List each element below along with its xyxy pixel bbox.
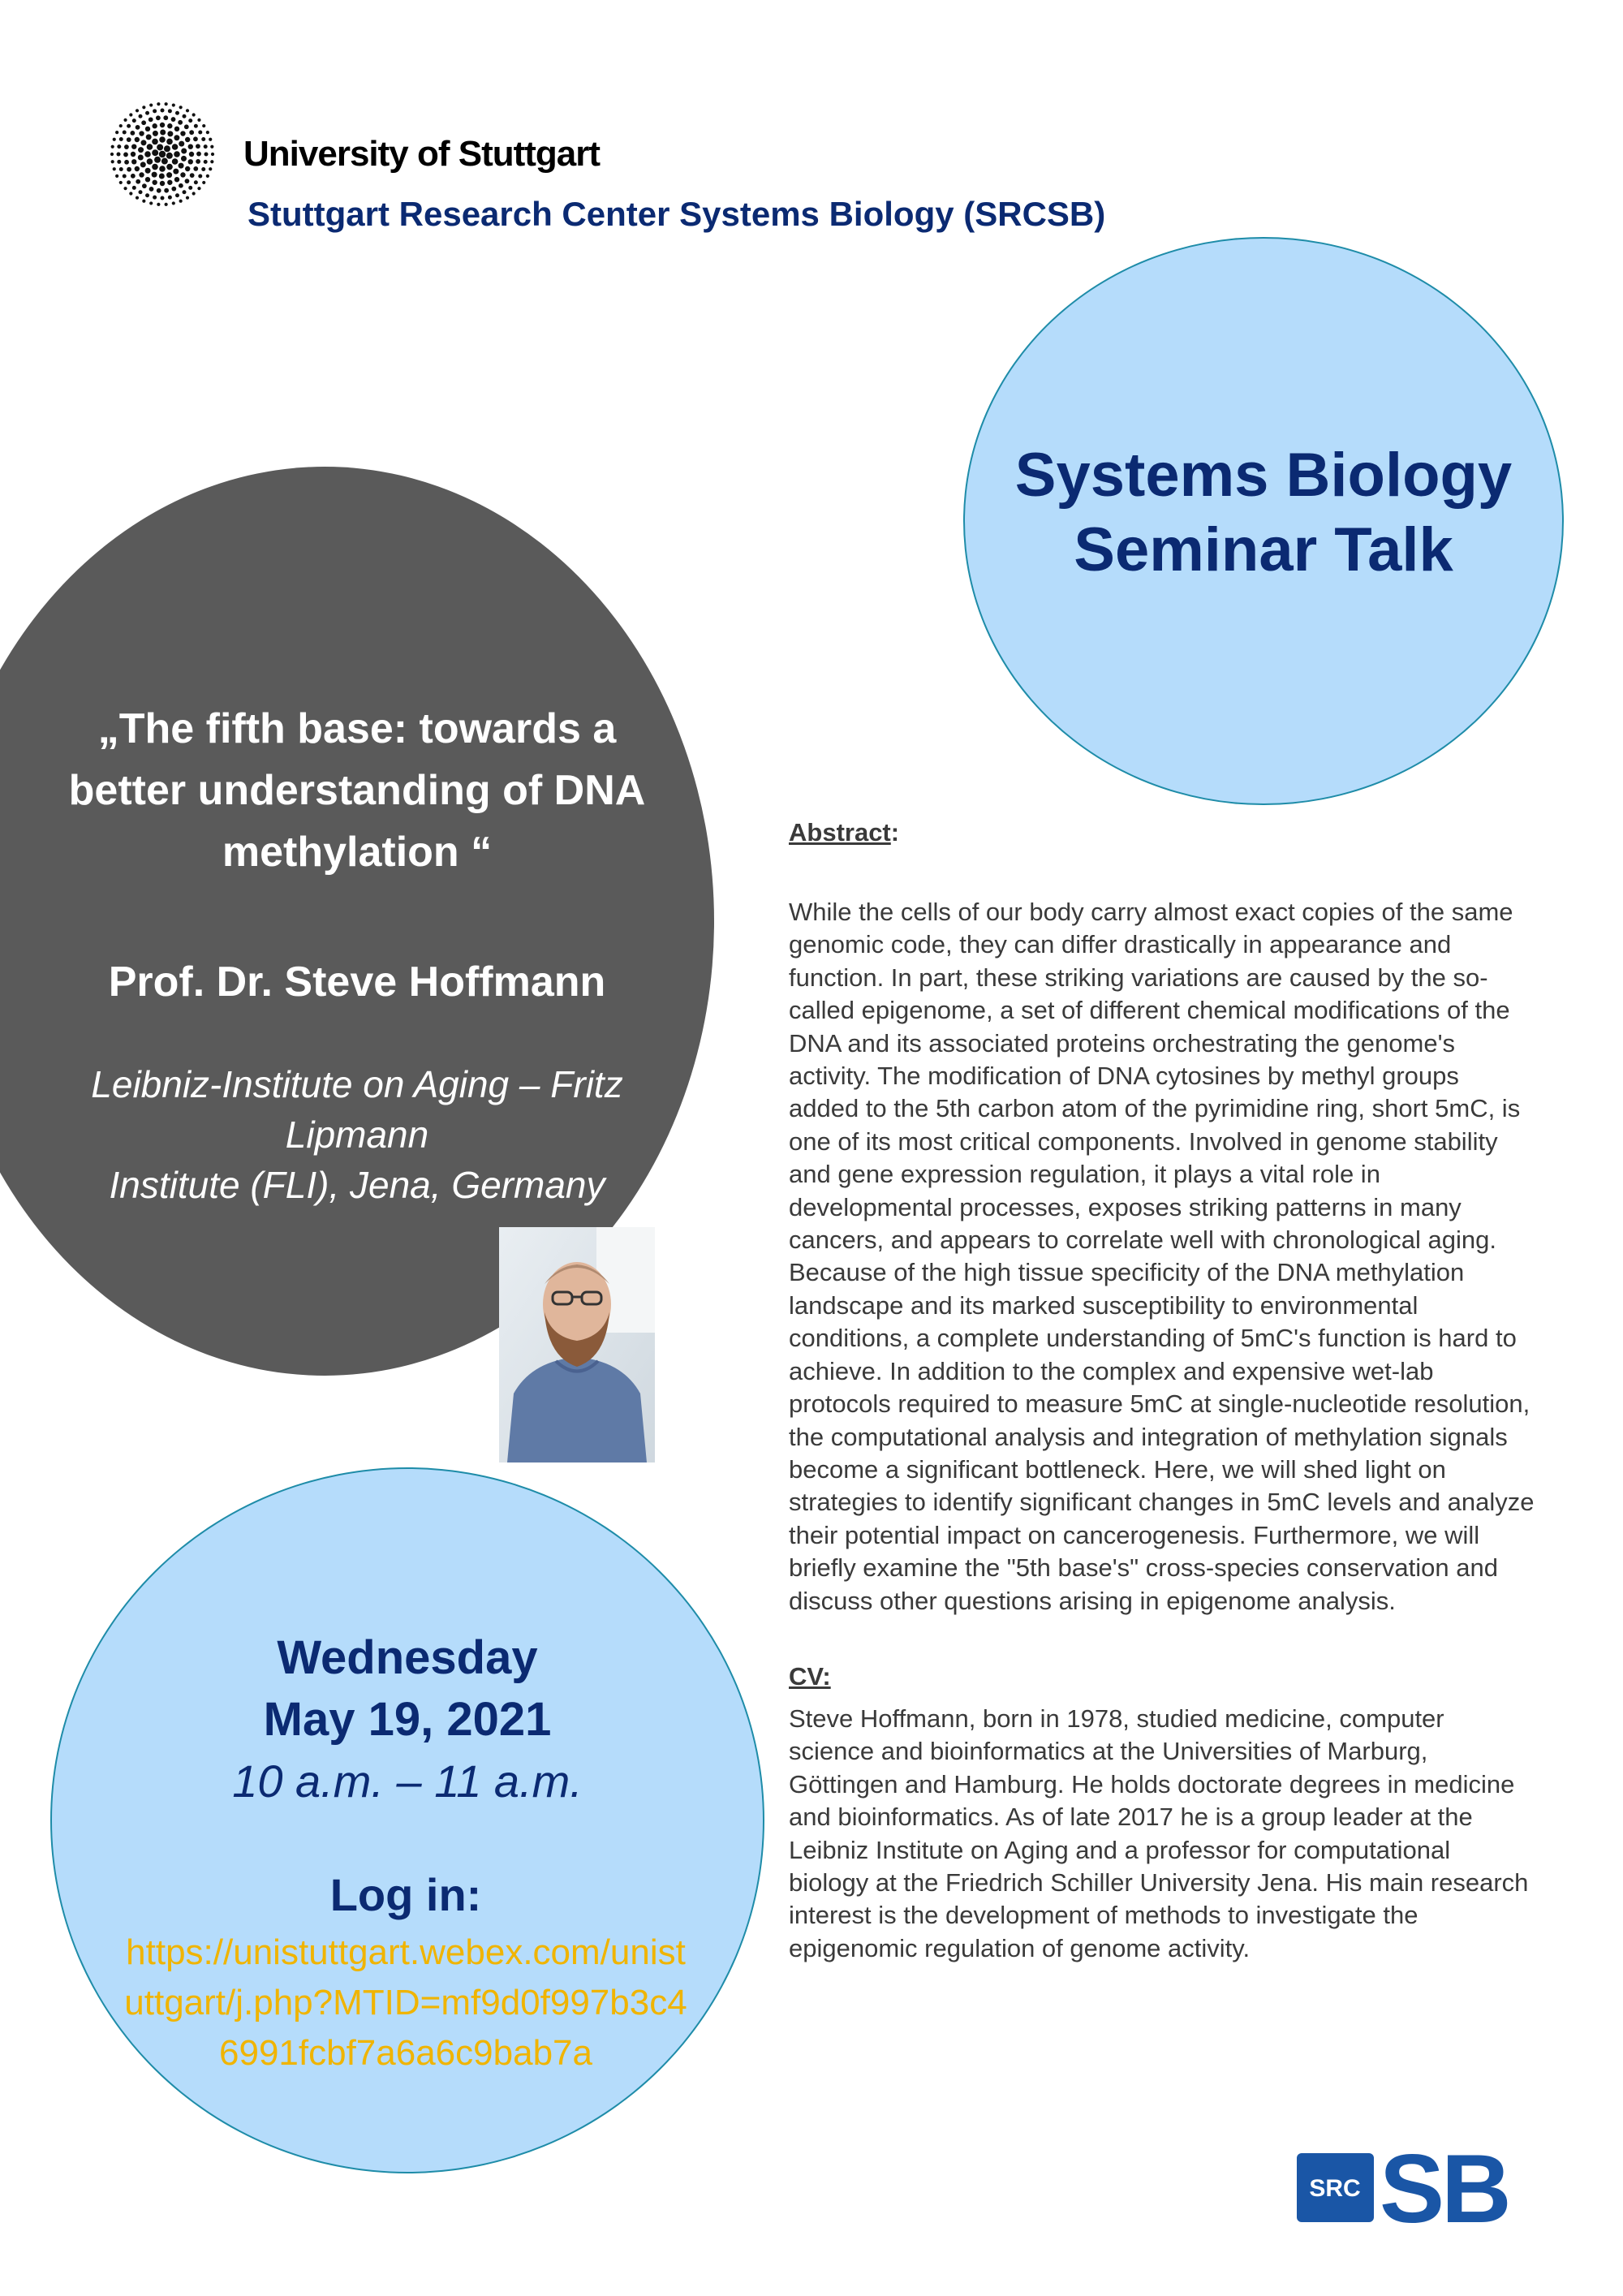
logo-dot [142,200,145,203]
logo-dot [149,117,153,122]
speaker-name: Prof. Dr. Steve Hoffmann [108,958,606,1006]
logo-dot [139,190,143,194]
logo-dot [194,180,198,184]
logo-dot [136,125,140,130]
logo-dot [146,134,152,140]
abstract-line: DNA and its associated proteins orchestrating the genome's [789,1028,1455,1058]
logo-dot [179,141,184,147]
logo-dot [185,166,190,171]
logo-dot [196,152,201,157]
logo-dot [157,102,160,106]
abstract-line: achieve. In addition to the complex and expensive wet-lab [789,1356,1434,1385]
logo-dot [149,187,154,192]
abstract-line: function. In part, these striking variations are caused by the so- [789,963,1488,992]
talk-title-line3: methylation “ [222,829,493,876]
logo-dot [132,186,136,190]
login-block [122,1863,690,2078]
cv-line: and bioinformatics. As of late 2017 he is a group leader at the [789,1803,1473,1832]
talk-title [0,698,714,883]
logo-dot [117,160,121,164]
logo-dot [175,111,179,115]
logo-dot [193,166,198,171]
logo-dot [123,153,128,157]
logo-dot [210,160,213,163]
logo-dot [171,117,176,122]
abstract-line: conditions, a complete understanding of 5mC's function is hard to [789,1324,1517,1353]
logo-dot [201,137,205,141]
affiliation-line2: Lipmann [285,1114,429,1156]
logo-dot [132,118,136,123]
logo-dot [135,166,140,171]
logo-dot [144,151,151,157]
logo-dot [166,164,173,170]
logo-dot [206,174,209,178]
logo-dot [145,127,150,131]
logo-dot [179,106,183,109]
logo-dot [168,196,172,200]
logo-dot [188,118,192,123]
abstract-line: Because of the high tissue specificity of the DNA methylation [789,1258,1465,1287]
logo-dot [131,159,136,164]
logo-dot [168,109,172,113]
logo-dot [174,177,179,182]
abstract-heading [789,818,899,847]
logo-dot [189,152,194,157]
logo-dot [157,188,161,193]
logo-dot [209,167,212,170]
logo-dot [188,159,193,164]
logo-dot [165,203,168,206]
logo-dot [186,109,189,112]
logo-dot [204,160,208,164]
logo-dot [140,162,146,167]
cv-line: Göttingen and Hamburg. He holds doctorate degrees in medicine [789,1769,1515,1798]
logo-dot [188,144,193,149]
logo-dot [192,113,196,116]
logo-dot [145,177,150,182]
logo-dot [183,190,187,194]
logo-dot [136,109,139,112]
logo-dot [183,114,187,118]
logo-dot [111,145,114,149]
logo-dot [156,115,161,120]
logo-dot [204,144,208,149]
seminar-title [963,438,1564,588]
logo-dot [166,153,173,159]
speaker-photo [499,1227,655,1462]
speaker-affiliation [32,1059,682,1210]
logo-dot [174,135,179,140]
logo-dot [166,172,172,178]
cv-line: Leibniz Institute on Aging and a professor for computational [789,1835,1451,1864]
logo-dot [160,123,165,127]
logo-dot [189,130,194,135]
logo-dot [184,124,189,129]
university-name: University of Stuttgart [243,134,601,174]
logo-dot [161,196,165,200]
abstract-line: their potential impact on cancerogenesis. Furthermore, we will [789,1520,1480,1549]
logo-dot [172,201,175,205]
logo-dot [139,131,144,136]
research-center-name: Stuttgart Research Center Systems Biology (SRCSB) [248,195,1106,233]
cv-text [789,1703,1600,1965]
logo-dot [123,187,127,190]
logo-dot [152,149,158,156]
logo-dot [147,158,153,165]
webex-login-link[interactable]: https://unistuttgart.webex.com/unistuttgart/j.php?MTID=mf9d0f997b3c46991fcbf7a6a6c9bab7a [124,1932,687,2073]
abstract-line: While the cells of our body carry almost exact copies of the same [789,898,1513,926]
logo-dot [152,139,158,145]
logo-dot [174,127,179,131]
logo-dot [185,137,190,142]
logo-dot [202,124,205,127]
logo-dot [174,151,180,157]
logo-dot [154,157,161,163]
logo-dot [145,111,149,115]
logo-dot [130,131,135,136]
logo-dot [164,145,170,152]
logo-dot [167,180,172,185]
talk-title-line1: „The fifth base: towards a [97,705,617,752]
abstract-line: developmental processes, exposes striking patterns in many [789,1192,1462,1221]
abstract-line: added to the 5th carbon atom of the pyrimidine ring, short 5mC, is [789,1094,1521,1123]
logo-dot [186,196,189,200]
logo-dot [124,144,129,149]
srcsb-logo-src: SRC [1309,2175,1361,2202]
logo-dot [135,137,140,142]
logo-dot [127,167,131,172]
logo-dot [193,136,198,141]
logo-dot [129,192,132,195]
logo-dot [131,174,136,179]
abstract-line: one of its most critical components. Involved in genome stability [789,1126,1498,1156]
logo-dot [119,137,123,141]
logo-dot [197,118,200,122]
logo-dot [192,192,196,195]
logo-dot [152,164,158,170]
seminar-title-line2: Seminar Talk [1074,515,1453,584]
event-time: 10 a.m. – 11 a.m. [232,1755,583,1807]
logo-dot [145,193,149,197]
logo-dot [123,131,127,135]
logo-dot [211,153,214,156]
logo-dot [167,123,172,128]
logo-dot [165,102,168,106]
abstract-line: and gene expression regulation, it plays a vital role in [789,1160,1380,1189]
event-weekday: Wednesday [277,1631,538,1684]
cv-heading-label: CV: [789,1662,831,1691]
logo-dot [180,131,185,136]
logo-dot [117,144,121,149]
logo-dot [198,131,202,135]
logo-dot [110,153,114,156]
abstract-line: protocols required to measure 5mC at single-nucleotide resolution, [789,1389,1530,1419]
logo-dot [196,144,200,149]
abstract-line: called epigenome, a set of different chemical modifications of the [789,996,1510,1025]
srcsb-logo [1297,2145,1544,2230]
logo-dot [129,113,132,116]
logo-dot [157,203,160,206]
logo-dot [210,145,213,149]
logo-dot [149,201,153,205]
logo-dot [190,173,195,178]
logo-dot [136,196,139,200]
logo-dot [167,131,173,136]
logo-dot [172,103,175,106]
logo-dot [123,118,127,122]
logo-dot [152,123,157,128]
logo-dot [142,106,145,109]
logo-dot [201,167,205,171]
logo-dot [194,124,198,128]
logo-dot [145,168,151,174]
logo-dot [175,193,179,197]
logo-dot [161,109,165,113]
logo-dot [142,183,147,188]
logo-dot [127,124,131,128]
srcsb-logo-sb: SB [1380,2145,1509,2230]
logo-dot [149,103,153,106]
logo-dot [119,181,123,184]
abstract-line: the computational analysis and integration of methylation signals [789,1422,1508,1451]
logo-dot [153,109,157,113]
event-date: May 19, 2021 [263,1693,552,1746]
abstract-line: activity. The modification of DNA cytosines by methyl groups [789,1062,1459,1091]
logo-dot [119,124,123,127]
abstract-line: discuss other questions arising in epigenome analysis. [789,1586,1396,1615]
logo-dot [197,187,200,190]
seminar-title-line1: Systems Biology [1014,441,1513,510]
logo-dot [209,138,212,141]
logo-dot [131,152,136,157]
logo-dot [164,188,169,193]
logo-dot [185,179,190,183]
affiliation-line1: Leibniz-Institute on Aging – Fritz [91,1063,623,1105]
logo-dot [160,130,166,136]
logo-dot [159,136,166,143]
logo-dot [179,183,183,188]
logo-dot [147,144,153,150]
logo-dot [131,144,136,149]
logo-dot [172,144,179,150]
talk-title-line2: better understanding of DNA [68,767,646,814]
date-block [50,1627,764,1812]
logo-dot [163,115,168,120]
logo-dot [152,172,157,178]
abstract-heading-colon: : [890,818,900,846]
logo-dot [188,186,192,190]
logo-dot [172,158,179,165]
logo-dot [119,167,123,171]
logo-dot [138,147,144,153]
logo-dot [115,174,118,178]
logo-dot [180,172,185,177]
logo-dot [115,131,118,134]
cv-line: science and bioinformatics at the Universities of Marburg, [789,1737,1428,1766]
logo-dot [196,159,200,164]
cv-line: interest is the development of methods to investigate the [789,1901,1419,1930]
cv-line: epigenomic regulation of genome activity. [789,1933,1251,1962]
logo-dot [153,131,158,136]
logo-dot [160,181,165,186]
abstract-line: strategies to identify significant changes in 5mC levels and analyze [789,1488,1535,1517]
logo-dot [152,180,157,185]
login-label: Log in: [329,1869,482,1920]
logo-dot [159,151,166,157]
logo-dot [202,181,205,184]
abstract-heading-label: Abstract [789,818,891,846]
cv-line: Steve Hoffmann, born in 1978, studied medicine, computer [789,1704,1444,1733]
cv-heading [789,1662,831,1691]
logo-dot [171,187,176,192]
abstract-line: briefly examine the "5th base's" cross-species conservation and [789,1553,1498,1583]
logo-dot [117,153,121,157]
logo-dot [123,174,127,179]
logo-dot [124,160,129,165]
logo-dot [127,137,131,142]
logo-dot [113,167,116,170]
abstract-line: cancers, and appears to correlate well with chronological aging. [789,1226,1496,1255]
logo-dot [111,160,114,163]
university-logo-dots [110,101,215,207]
logo-dot [139,114,143,118]
logo-dot [206,131,209,134]
logo-dot [178,120,183,125]
logo-dot [181,156,187,162]
abstract-line: become a significant bottleneck. Here, we will shed light on [789,1454,1446,1484]
logo-dot [166,139,173,145]
logo-dot [140,140,146,145]
logo-dot [113,138,116,141]
logo-dot [179,200,183,203]
logo-dot [159,166,166,172]
logo-dot [127,180,131,184]
logo-dot [173,169,179,174]
logo-dot [161,158,168,165]
logo-dot [153,196,157,200]
abstract-text [789,896,1600,1618]
logo-dot [138,155,144,161]
logo-dot [181,148,187,153]
logo-dot [204,153,209,157]
logo-dot [139,172,144,177]
cv-line: biology at the Friedrich Schiller University Jena. His main research [789,1868,1529,1898]
logo-dot [141,120,146,125]
logo-dot [157,144,163,150]
logo-dot [198,174,202,179]
abstract-line: genomic code, they can differ drastically in appearance and [789,930,1452,959]
logo-dot [159,173,165,179]
logo-dot [179,163,184,169]
abstract-line: landscape and its marked susceptibility to environmental [789,1290,1419,1320]
affiliation-line3: Institute (FLI), Jena, Germany [109,1164,605,1206]
logo-dot [136,179,140,184]
